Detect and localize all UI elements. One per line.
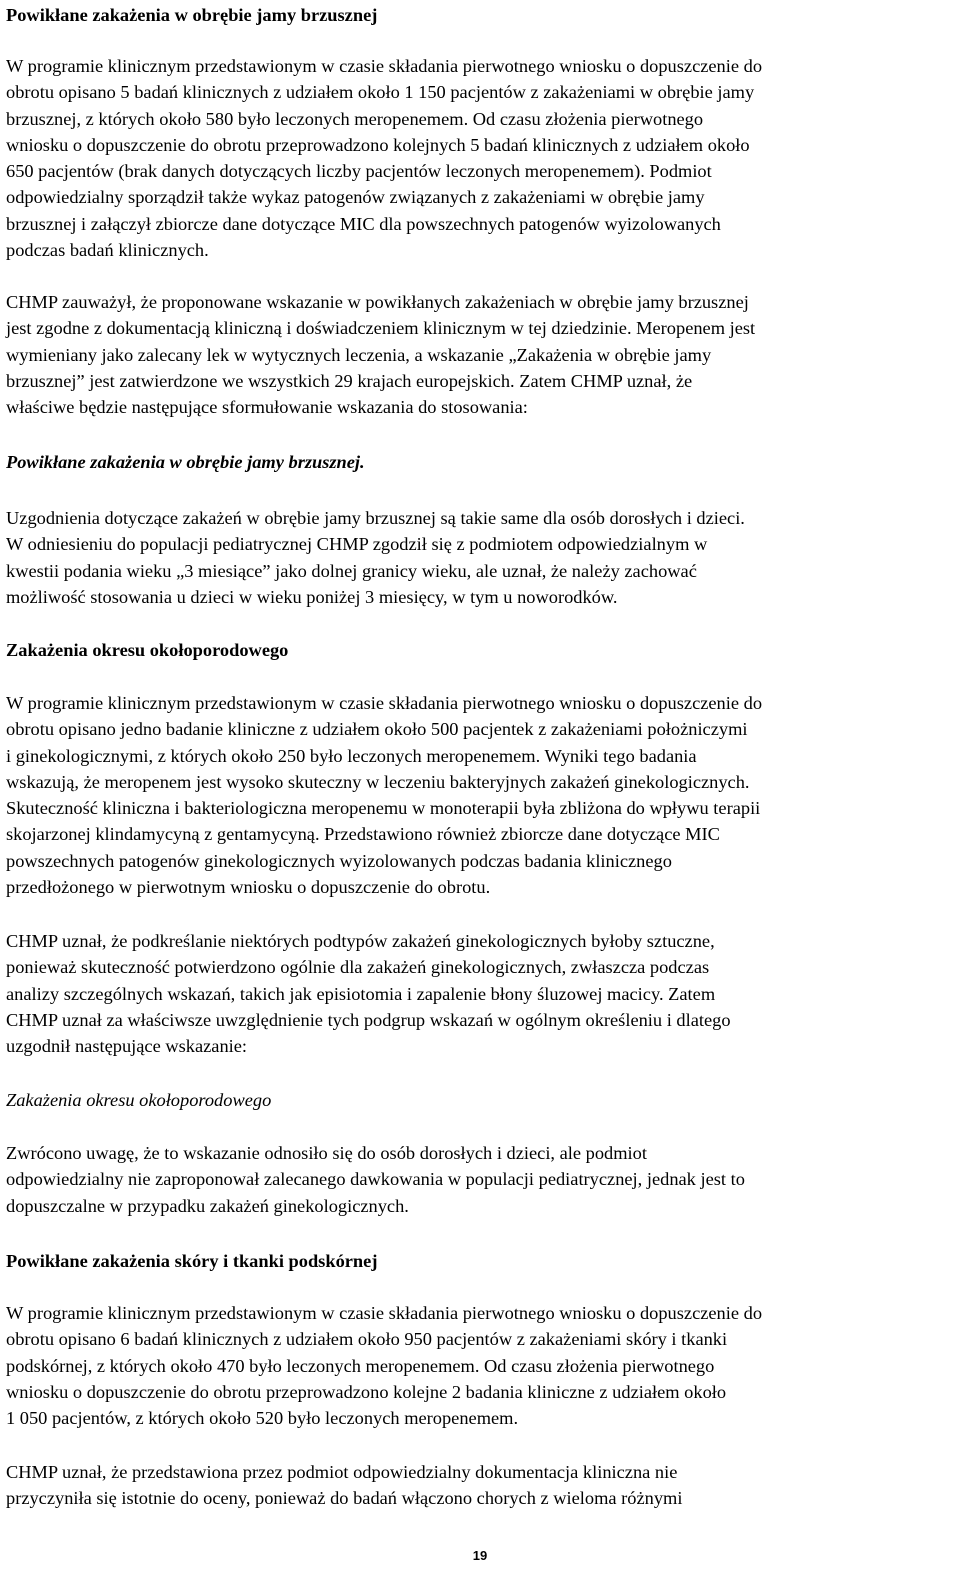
text-line: skojarzonej klindamycyną z gentamycyną. Przedstawiono również zbiorcze dane dotyczące MIC	[6, 824, 720, 845]
text-line: W odniesieniu do populacji pediatrycznej CHMP zgodził się z podmiotem odpowiedzialnym w	[6, 534, 708, 555]
text-line: podczas badań klinicznych.	[6, 240, 209, 261]
text-line: CHMP uznał, że podkreślanie niektórych podtypów zakażeń ginekologicznych byłoby sztuczne,	[6, 931, 715, 951]
text-line: W programie klinicznym przedstawionym w czasie składania pierwotnego wniosku o dopuszczenie do	[6, 693, 763, 713]
indication-perinatal: Zakażenia okresu okołoporodowego	[6, 1090, 272, 1110]
text-line: powszechnych patogenów ginekologicznych wyizolowanych podczas badania klinicznego	[6, 850, 672, 871]
text-line: brzusznej i załączył zbiorcze dane dotyczące MIC dla powszechnych patogenów wyizolowanych	[6, 213, 721, 234]
text-line: obrotu opisano jedno badanie kliniczne z udziałem około 500 pacjentek z zakażeniami położniczymi	[6, 719, 748, 740]
text-line: możliwość stosowania u dzieci w wieku poniżej 3 miesięcy, w tym u noworodków.	[6, 586, 618, 607]
text-line: wskazują, że meropenem jest wysoko skuteczny w leczeniu bakteryjnych zakażeń ginekologicznych.	[6, 771, 750, 792]
text-line: CHMP uznał, że przedstawiona przez podmiot odpowiedzialny dokumentacja kliniczna nie	[6, 1462, 678, 1482]
text-line: brzusznej” jest zatwierdzone we wszystkich 29 krajach europejskich. Zatem CHMP uznał, że	[6, 370, 693, 391]
indication-abdominal: Powikłane zakażenia w obrębie jamy brzusznej.	[6, 452, 365, 472]
paragraph-perinatal-program	[6, 690, 762, 900]
paragraph-skin-chmp	[6, 1459, 682, 1512]
paragraph-abdominal-pediatric	[6, 505, 745, 610]
text-line: Skuteczność kliniczna i bakteriologiczna meropenemu w monoterapii była zbliżona do wpływu terapii	[6, 798, 761, 819]
text-line: przyczyniła się istotnie do oceny, ponieważ do badań włączono chorych z wieloma różnymi	[6, 1488, 683, 1509]
text-line: wniosku o dopuszczenie do obrotu przeprowadzono kolejne 2 badania kliniczne z udziałem około	[6, 1381, 727, 1402]
paragraph-abdominal-program	[6, 53, 762, 263]
paragraph-abdominal-chmp	[6, 289, 755, 420]
text-line: Zwrócono uwagę, że to wskazanie odnosiło się do osób dorosłych i dzieci, ale podmiot	[6, 1143, 647, 1163]
section-heading-skin: Powikłane zakażenia skóry i tkanki podskórnej	[6, 1251, 378, 1271]
text-line: analizy szczególnych wskazań, takich jak episiotomia i zapalenie błony śluzowej macicy. Zatem	[6, 983, 716, 1004]
section-heading-perinatal: Zakażenia okresu okołoporodowego	[6, 640, 289, 660]
text-line: jest zgodne z dokumentacją kliniczną i doświadczeniem klinicznym w tej dziedzinie. Meropenem jest	[6, 318, 756, 339]
text-line: wniosku o dopuszczenie do obrotu przeprowadzono kolejnych 5 badań klinicznych z udziałem około	[6, 134, 750, 155]
text-line: i ginekologicznymi, z których około 250 było leczonych meropenemem. Wyniki tego badania	[6, 745, 697, 766]
text-line: odpowiedzialny sporządził także wykaz patogenów związanych z zakażeniami w obrębie jamy	[6, 187, 705, 208]
text-line: odpowiedzialny nie zaproponował zalecanego dawkowania w populacji pediatrycznej, jednak jest to	[6, 1169, 745, 1190]
page-number: 19	[472, 1548, 488, 1563]
text-line: ponieważ skuteczność potwierdzono ogólnie dla zakażeń ginekologicznych, zwłaszcza podczas	[6, 957, 710, 978]
text-line: podskórnej, z których około 470 było leczonych meropenemem. Od czasu złożenia pierwotnego	[6, 1355, 715, 1376]
text-line: obrotu opisano 6 badań klinicznych z udziałem około 950 pacjentów z zakażeniami skóry i tkanki	[6, 1329, 728, 1350]
section-heading-abdominal: Powikłane zakażenia w obrębie jamy brzusznej	[6, 5, 378, 25]
text-line: brzusznej, z których około 580 było leczonych meropenemem. Od czasu złożenia pierwotnego	[6, 108, 704, 129]
text-line: W programie klinicznym przedstawionym w czasie składania pierwotnego wniosku o dopuszczenie do	[6, 1303, 763, 1323]
text-line: wymieniany jako zalecany lek w wytycznych leczenia, a wskazanie „Zakażenia w obrębie jamy	[6, 344, 712, 365]
paragraph-skin-program	[6, 1300, 762, 1431]
text-line: przedłożonego w pierwotnym wniosku o dopuszczenie do obrotu.	[6, 877, 491, 898]
text-line: kwestii podania wieku „3 miesiące” jako dolnej granicy wieku, ale uznał, że należy zachować	[6, 560, 697, 581]
text-line: uzgodnił następujące wskazanie:	[6, 1036, 248, 1057]
text-line: 650 pacjentów (brak danych dotyczących liczby pacjentów leczonych meropenemem). Podmiot	[6, 161, 712, 182]
text-line: dopuszczalne w przypadku zakażeń ginekologicznych.	[6, 1195, 409, 1216]
paragraph-perinatal-pediatric	[6, 1140, 745, 1219]
text-line: W programie klinicznym przedstawionym w czasie składania pierwotnego wniosku o dopuszczenie do	[6, 56, 763, 76]
text-line: CHMP zauważył, że proponowane wskazanie w powikłanych zakażeniach w obrębie jamy brzusznej	[6, 292, 749, 312]
text-line: 1 050 pacjentów, z których około 520 było leczonych meropenemem.	[6, 1408, 519, 1429]
text-line: obrotu opisano 5 badań klinicznych z udziałem około 1 150 pacjentów z zakażeniami w obrębie jamy	[6, 82, 755, 103]
text-line: właściwe będzie następujące sformułowanie wskazania do stosowania:	[6, 397, 528, 418]
text-line: Uzgodnienia dotyczące zakażeń w obrębie jamy brzusznej są takie same dla osób dorosłych i dzieci.	[6, 508, 745, 528]
paragraph-perinatal-chmp	[6, 928, 731, 1059]
text-line: CHMP uznał za właściwsze uwzględnienie tych podgrup wskazań w ogólnym określeniu i dlatego	[6, 1009, 731, 1030]
